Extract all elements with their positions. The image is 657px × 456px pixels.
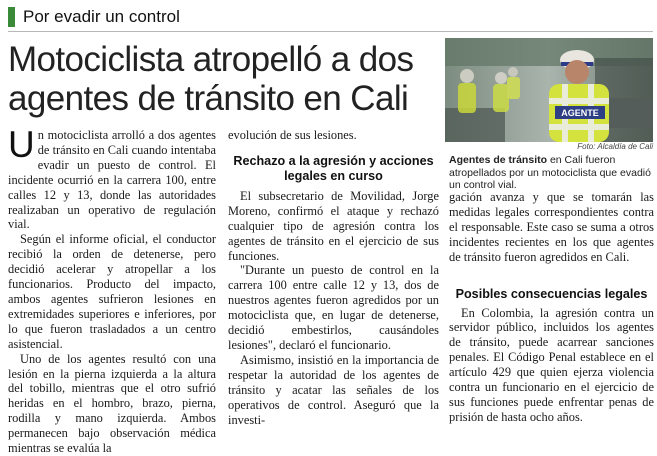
paragraph-5: "Durante un puesto de control en la carrera 100 entre calle 12 y 13, dos de nuestros agentes fueron agredidos por un motociclista que, en lugar de detenerse, decidió embestirlos, causándoles lesiones", declaró el funcionario.: [228, 263, 439, 352]
article-column-3: [449, 190, 654, 425]
subheading-rechazo: Rechazo a la agresión y acciones legales en curso: [233, 153, 434, 183]
article-column-1: [8, 124, 216, 456]
caption-text: en Cali fueron atropellados por un motociclista que evadió un control vial.: [449, 154, 651, 191]
news-photo: [445, 38, 653, 142]
kicker-text: Por evadir un control: [23, 7, 180, 26]
headline: Motociclista atropelló a dos agentes de tránsito en Cali: [8, 40, 414, 118]
photo-credit: Foto: Alcaldía de Cali: [577, 142, 653, 151]
article-column-2: [228, 128, 439, 427]
paragraph-1-text: n motociclista arrolló a dos agentes de tránsito en Cali cuando intentaba evadir un puesto de control. El incidente ocurrió en la carrera 100, entre calles 12 y 13, donde las autoridades realizaban un operativo de regulación vial.: [8, 128, 216, 232]
section-kicker: [8, 6, 180, 28]
subheading-consecuencias: Posibles consecuencias legales: [455, 286, 648, 301]
paragraph-3: Uno de los agentes resultó con una lesión en la pierna izquierda a la altura del tobillo, mientras que el otro sufrió heridas en el hombro, brazo, pierna, rodilla y mano izquierda. Ambos permanecen bajo observación médica mientras se evalúa la: [8, 351, 216, 456]
paragraph-1: [8, 124, 216, 232]
paragraph-2: Según el informe oficial, el conductor recibió la orden de detenerse, pero decidió acelerar y atropellar a los funcionarios. Producto del impacto, ambos agentes sufrieron lesiones en extremidades superiores e inferiores, por lo que fueron trasladados a un centro asistencial.: [8, 232, 216, 351]
paragraph-6: Asimismo, insistió en la importancia de respetar la autoridad de los agentes de tránsito y acatar las señales de los operativos de control. Aseguró que la investi-: [228, 352, 439, 427]
drop-cap: U: [8, 124, 35, 165]
kicker-accent-bar: [8, 7, 15, 27]
traffic-agent-illustration: [445, 38, 653, 142]
header-rule: [8, 31, 653, 32]
paragraph-3-continued: evolución de sus lesiones.: [228, 128, 357, 142]
paragraph-4: El subsecretario de Movilidad, Jorge Moreno, confirmó el ataque y rechazó cualquier tipo de agresión contra los agentes de tránsito en el ejercicio de sus funciones.: [228, 188, 439, 263]
caption-lead: Agentes de tránsito: [449, 154, 548, 166]
paragraph-6-continued: gación avanza y que se tomarán las medidas legales correspondientes contra el responsable. Este caso se suma a otros incidentes recientes en los que agentes de tránsito fueron agredidos en Cali.: [449, 190, 654, 264]
photo-caption: [449, 154, 654, 192]
paragraph-7: En Colombia, la agresión contra un servidor público, incluidos los agentes de tránsito, puede acarrear sanciones penales. El Código Penal establece en el artículo 429 que quien ejerza violencia contra un funcionario en el ejercicio de sus funciones puede enfrentar penas de prisión de hasta ocho años.: [449, 305, 654, 424]
vest-label: AGENTE: [561, 108, 599, 118]
